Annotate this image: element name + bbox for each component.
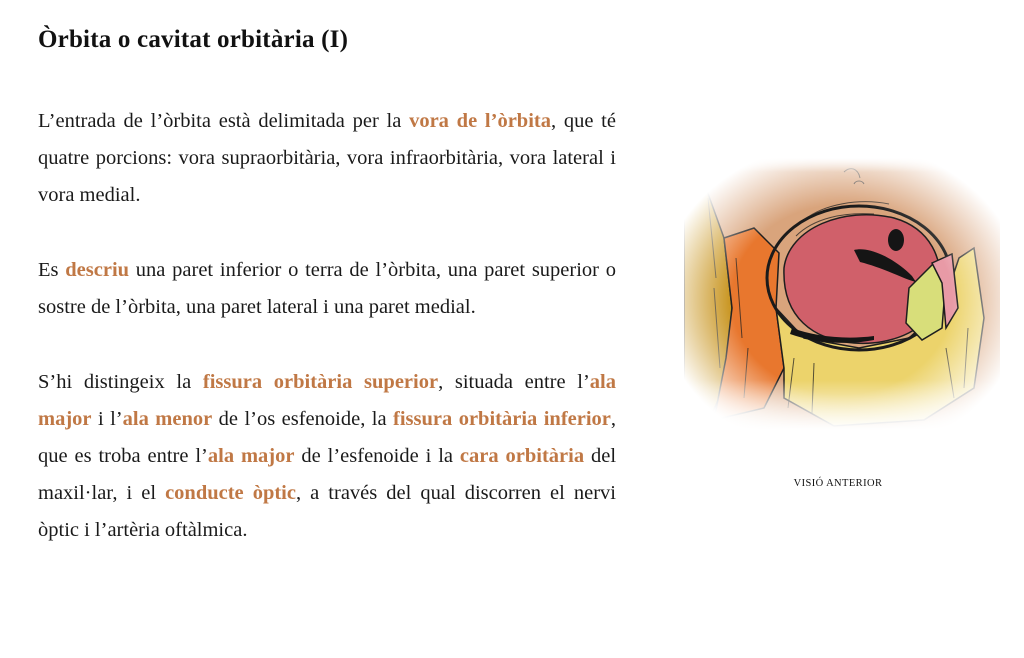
text-segment: L’entrada de l’òrbita està delimitada per la	[38, 110, 410, 132]
term-orbital-rim[interactable]: vora de l’òrbita	[409, 110, 551, 132]
figure-caption: VISIÓ ANTERIOR	[793, 478, 883, 489]
orbit-anterior-view-image	[684, 158, 1000, 430]
page-title: Òrbita o cavitat orbitària (I)	[38, 26, 349, 53]
paragraph-orbit-walls	[38, 252, 616, 326]
text-segment: i l’	[91, 408, 123, 430]
text-column	[38, 103, 616, 587]
orbit-illustration	[684, 158, 1000, 430]
text-segment: de l’esfenoide i la	[294, 445, 460, 467]
text-segment: una paret inferior o terra de l’òrbita, una paret superior o sostre de l’òrbita, una paret lateral i una paret medial.	[38, 259, 616, 318]
term-greater-wing[interactable]: ala major	[38, 371, 616, 430]
text-segment: , que té quatre porcions: vora supraorbitària, vora infraorbitària, vora lateral i vora medial.	[38, 110, 616, 206]
term-inferior-orbital-fissure[interactable]: fissura orbitària inferior	[393, 408, 611, 430]
term-optic-canal[interactable]: conducte òptic	[165, 482, 296, 504]
text-segment: Es	[38, 259, 66, 281]
text-segment: S’hi distingeix la	[38, 371, 203, 393]
text-segment: del maxil·lar, i el	[38, 445, 617, 504]
term-greater-wing-2[interactable]: ala major	[207, 445, 295, 467]
text-segment: , que es troba entre l’	[38, 408, 617, 467]
term-superior-orbital-fissure[interactable]: fissura orbitària superior	[202, 371, 439, 393]
term-describes[interactable]: descriu	[65, 259, 130, 281]
paragraph-orbit-entrance	[38, 103, 616, 214]
text-segment: de l’os esfenoide, la	[212, 408, 394, 430]
text-segment: , situada entre l’	[438, 371, 590, 393]
term-lesser-wing[interactable]: ala menor	[122, 408, 213, 430]
term-orbital-surface[interactable]: cara orbitària	[459, 445, 585, 467]
paragraph-fissures	[38, 364, 616, 549]
text-segment: , a través del qual discorren el nervi òptic i l’artèria oftàlmica.	[38, 482, 617, 541]
